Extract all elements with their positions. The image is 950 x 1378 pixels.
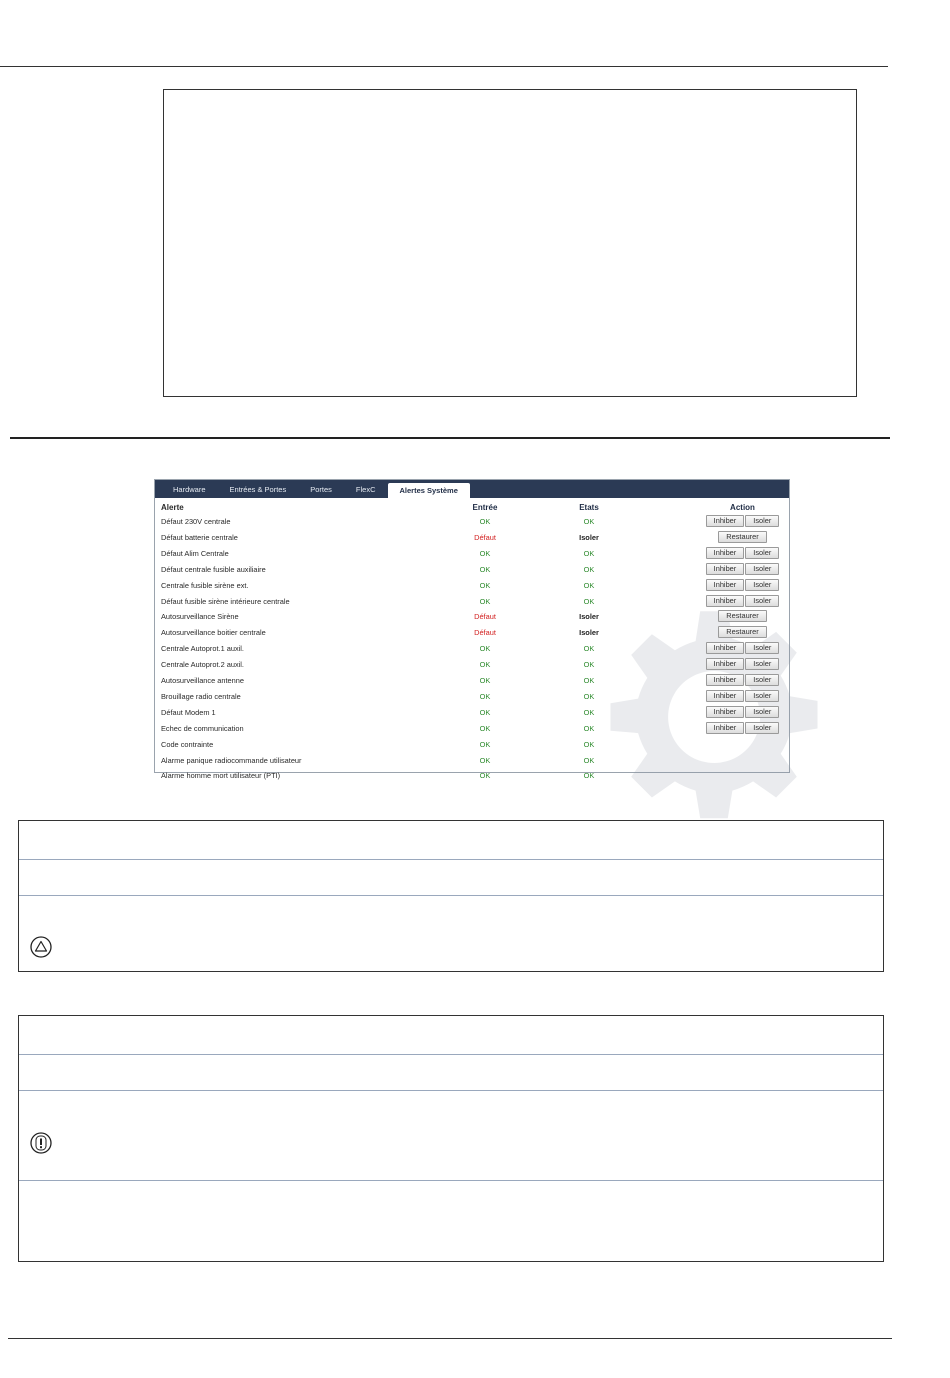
row-actions xyxy=(706,610,779,622)
inhiber-button[interactable]: Inhiber xyxy=(706,642,745,654)
row-actions xyxy=(706,547,779,559)
isoler-button[interactable]: Isoler xyxy=(745,722,779,734)
input-status: OK xyxy=(479,723,491,733)
isoler-button[interactable]: Isoler xyxy=(745,595,779,607)
alert-name: Défaut Alim Centrale xyxy=(161,548,229,558)
row-actions xyxy=(706,579,779,591)
table-row xyxy=(155,674,789,688)
alert-name: Centrale fusible sirène ext. xyxy=(161,580,249,590)
input-status: OK xyxy=(479,739,491,749)
alert-name: Défaut centrale fusible auxiliaire xyxy=(161,564,266,574)
tab-hardware[interactable]: Hardware xyxy=(173,485,206,494)
table-row xyxy=(155,706,789,720)
inhiber-button[interactable]: Inhiber xyxy=(706,690,745,702)
isoler-button[interactable]: Isoler xyxy=(745,706,779,718)
row-actions xyxy=(706,690,779,702)
input-status: OK xyxy=(479,517,491,526)
input-status: OK xyxy=(479,644,491,654)
notice-divider xyxy=(19,1090,883,1091)
input-status: Défaut xyxy=(474,628,496,638)
section-rule xyxy=(10,437,890,439)
state-status: Isoler xyxy=(579,612,599,622)
isoler-button[interactable]: Isoler xyxy=(745,658,779,670)
alert-name: Centrale Autoprot.1 auxil. xyxy=(161,644,244,654)
alert-name: Alarme homme mort utilisateur (PTI) xyxy=(161,771,281,781)
caution-divider xyxy=(19,895,883,896)
header-state: Etats xyxy=(579,503,599,512)
isoler-button[interactable]: Isoler xyxy=(745,642,779,654)
table-row xyxy=(155,690,789,704)
top-rule xyxy=(0,66,888,67)
alert-name: Défaut 230V centrale xyxy=(161,517,231,526)
tab-portes[interactable]: Portes xyxy=(310,485,332,494)
row-actions xyxy=(706,595,779,607)
input-status: Défaut xyxy=(474,612,496,622)
row-actions xyxy=(706,674,779,686)
notice-box xyxy=(18,1015,884,1262)
input-status: OK xyxy=(479,771,491,781)
blank-frame xyxy=(163,89,857,397)
state-status: OK xyxy=(583,517,595,526)
state-status: OK xyxy=(583,723,595,733)
input-status: OK xyxy=(479,707,491,717)
state-status: OK xyxy=(583,644,595,654)
table-row xyxy=(155,579,789,593)
caution-divider xyxy=(19,859,883,860)
state-status: OK xyxy=(583,707,595,717)
alert-panel-screenshot xyxy=(154,479,790,781)
input-status: OK xyxy=(479,564,491,574)
row-actions xyxy=(706,626,779,638)
inhiber-button[interactable]: Inhiber xyxy=(706,658,745,670)
alert-name: Autosurveillance boitier centrale xyxy=(161,628,266,638)
input-status: OK xyxy=(479,660,491,670)
inhiber-button[interactable]: Inhiber xyxy=(706,706,745,718)
table-row xyxy=(155,531,789,545)
alert-name: Centrale Autoprot.2 auxil. xyxy=(161,660,244,670)
isoler-button[interactable]: Isoler xyxy=(745,690,779,702)
restaurer-button[interactable]: Restaurer xyxy=(718,531,766,543)
row-actions xyxy=(706,531,779,543)
tab-flexc[interactable]: FlexC xyxy=(355,485,376,494)
input-status: OK xyxy=(479,548,491,558)
header-input: Entrée xyxy=(472,503,498,512)
isoler-button[interactable]: Isoler xyxy=(745,547,779,559)
table-row xyxy=(155,769,789,783)
state-status: OK xyxy=(583,596,595,606)
inhiber-button[interactable]: Inhiber xyxy=(706,579,745,591)
isoler-button[interactable]: Isoler xyxy=(745,579,779,591)
state-status: OK xyxy=(583,548,595,558)
table-header xyxy=(155,503,789,513)
input-status: OK xyxy=(479,580,491,590)
inhiber-button[interactable]: Inhiber xyxy=(706,722,745,734)
table-row xyxy=(155,626,789,640)
row-actions xyxy=(706,515,779,527)
notice-divider xyxy=(19,1054,883,1055)
state-status: OK xyxy=(583,691,595,701)
row-actions xyxy=(706,722,779,734)
state-status: OK xyxy=(583,771,595,781)
inhiber-button[interactable]: Inhiber xyxy=(706,547,745,559)
restaurer-button[interactable]: Restaurer xyxy=(718,626,766,638)
input-status: OK xyxy=(479,596,491,606)
state-status: Isoler xyxy=(579,532,599,542)
table-row xyxy=(155,563,789,577)
row-actions xyxy=(706,658,779,670)
input-status: OK xyxy=(479,755,491,765)
input-status: Défaut xyxy=(474,532,496,542)
tab-bar xyxy=(155,480,789,498)
header-action: Action xyxy=(730,503,755,512)
notice-divider xyxy=(19,1180,883,1181)
row-actions xyxy=(706,706,779,718)
table-row xyxy=(155,547,789,561)
isoler-button[interactable]: Isoler xyxy=(745,515,779,527)
bottom-rule xyxy=(8,1338,892,1339)
restaurer-button[interactable]: Restaurer xyxy=(718,610,766,622)
state-status: Isoler xyxy=(579,628,599,638)
isoler-button[interactable]: Isoler xyxy=(745,563,779,575)
inhiber-button[interactable]: Inhiber xyxy=(706,595,745,607)
warning-triangle-icon xyxy=(30,936,52,958)
inhiber-button[interactable]: Inhiber xyxy=(706,674,745,686)
input-status: OK xyxy=(479,676,491,685)
isoler-button[interactable]: Isoler xyxy=(745,674,779,686)
tab-entr-es-portes[interactable]: Entrées & Portes xyxy=(229,485,287,494)
alert-name: Défaut batterie centrale xyxy=(161,532,238,542)
table-row xyxy=(155,642,789,656)
alert-name: Brouillage radio centrale xyxy=(161,691,241,701)
state-status: OK xyxy=(583,564,595,574)
inhiber-button[interactable]: Inhiber xyxy=(706,515,745,527)
header-alert: Alerte xyxy=(161,503,184,512)
alert-name: Echec de communication xyxy=(161,723,244,733)
table-row xyxy=(155,595,789,609)
row-actions xyxy=(706,563,779,575)
alert-name: Autosurveillance Sirène xyxy=(161,612,239,622)
table-row xyxy=(155,722,789,736)
state-status: OK xyxy=(583,580,595,590)
caution-box xyxy=(18,820,884,972)
state-status: OK xyxy=(583,660,595,670)
table-row xyxy=(155,515,789,529)
alert-name: Code contrainte xyxy=(161,739,214,749)
state-status: OK xyxy=(583,755,595,765)
input-status: OK xyxy=(479,691,491,701)
tab-alertes-syst-me[interactable]: Alertes Système xyxy=(388,483,470,498)
table-row xyxy=(155,610,789,624)
inhiber-button[interactable]: Inhiber xyxy=(706,563,745,575)
table-row xyxy=(155,658,789,672)
table-row xyxy=(155,754,789,768)
state-status: OK xyxy=(583,676,595,685)
exclamation-circle-icon xyxy=(30,1132,52,1154)
alert-name: Défaut fusible sirène intérieure centrale xyxy=(161,596,290,606)
alert-name: Autosurveillance antenne xyxy=(161,676,244,685)
state-status: OK xyxy=(583,739,595,749)
table-row xyxy=(155,738,789,752)
row-actions xyxy=(706,642,779,654)
alert-name: Alarme panique radiocommande utilisateur xyxy=(161,755,302,765)
alert-name: Défaut Modem 1 xyxy=(161,707,216,717)
